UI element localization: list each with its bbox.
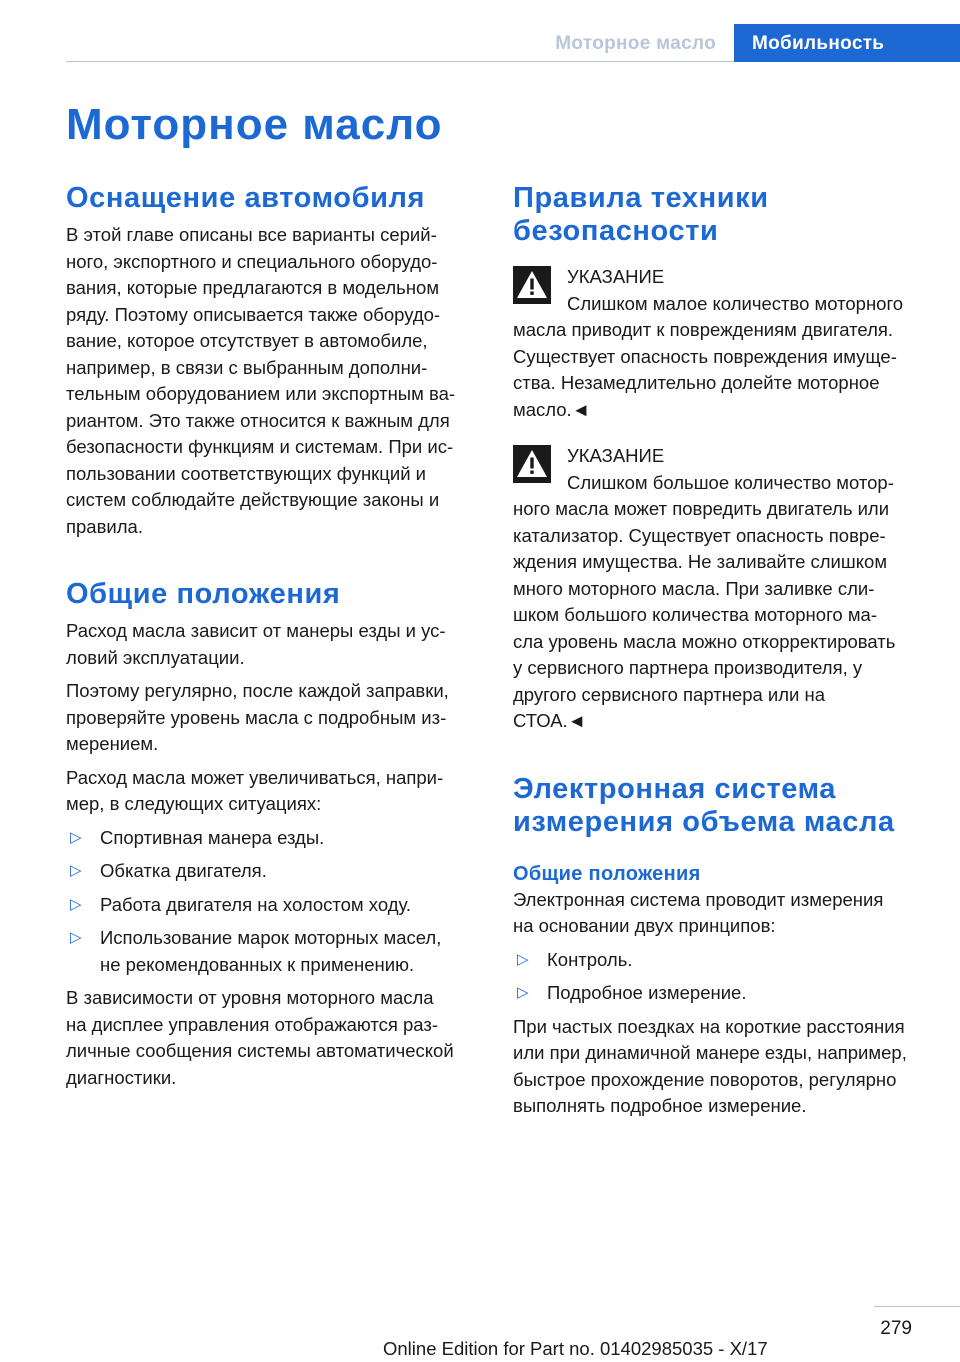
principles-list <box>513 947 928 1007</box>
right-column <box>513 182 928 1120</box>
check-paragraph: Поэтому регулярно, после каждой заправки, проверяйте уровень масла с подробным из- мерением. <box>66 680 449 754</box>
equipment-heading: Оснащение автомобиля <box>66 182 426 214</box>
situations-list <box>66 825 481 979</box>
bullet-triangle-icon: ▷ <box>70 929 82 946</box>
list-item: ▷ Работа двигателя на холостом ходу. <box>66 892 481 919</box>
list-item: ▷ Спортивная манера езды. <box>66 825 481 852</box>
principles-paragraph: Электронная система проводит измерения на основании двух принципов: <box>513 888 884 936</box>
warning-block <box>513 264 928 423</box>
safety-heading: Правила техники безопасности <box>513 182 769 247</box>
warning-text: УКАЗАНИЕ Слишком малое количество моторного масла приводит к повреждениям двигателя. Существует опасность повреждения имуще- ства. Незамедлительно долейте моторное масло.◄ <box>513 266 904 420</box>
warning-text: УКАЗАНИЕ Слишком большое количество мотор- ного масла может повредить двигатель или катализатор. Существует опасность повре- ждения имущества. Не заливайте слишком много моторного масла. При заливке сли- шком большого количества моторного ма- сла уровень масла можно откорректировать у сервисного партнера производителя, у другого сервисного партнера или на СТОА.◄ <box>513 445 896 731</box>
warning-label: УКАЗАНИЕ <box>567 445 665 466</box>
page-number: 279 <box>880 1318 912 1339</box>
edition-note: Online Edition for Part no. 01402985035 - X/17 <box>383 1338 768 1359</box>
electronic-subheading: Общие положения <box>513 862 701 885</box>
bullet-triangle-icon: ▷ <box>70 828 82 846</box>
electronic-heading: Электронная система измерения объема масла <box>513 772 895 838</box>
section-tab[interactable]: Моторное масло <box>555 33 716 54</box>
warning-triangle-icon <box>513 266 551 304</box>
measurement-paragraph: При частых поездках на короткие расстояния или при динамичной манере езды, например, быстрое прохождение поворотов, регулярно выполнять подробное измерение. <box>513 1015 907 1116</box>
warning-triangle-icon <box>513 445 551 483</box>
list-item: ▷ Обкатка двигателя. <box>66 858 481 885</box>
increase-paragraph: Расход масла может увеличиваться, напри- мер, в следующих ситуациях: <box>66 766 444 814</box>
bullet-triangle-icon: ▷ <box>70 862 82 879</box>
left-column <box>66 182 481 1091</box>
equipment-paragraph: В этой главе описаны все варианты серий- ного, экспортного и специального оборудо- вания, которые предлагаются в модельном ряду. Поэтому описывается также оборудо- вание, которое отсутствует в автомобиле, например, в связи с выбранным дополни- тельным оборудованием или экспортным ва- риантом. Это также относится к важным для безопасности функциям и системам. При ис- пользовании соответствующих функций и систем соблюдайте действующие законы и правила. <box>66 224 456 537</box>
chapter-tab[interactable]: Мобильность <box>734 24 960 62</box>
warning-block <box>513 443 928 735</box>
bullet-triangle-icon: ▷ <box>517 950 529 968</box>
consumption-paragraph: Расход масла зависит от манеры езды и ус- ловий эксплуатации. <box>66 620 446 668</box>
diagnostics-paragraph: В зависимости от уровня моторного масла на дисплее управления отображаются раз- личные сообщения системы автоматической диагностики. <box>66 987 454 1088</box>
page-title: Моторное масло <box>66 100 443 149</box>
warning-label: УКАЗАНИЕ <box>567 266 665 287</box>
general-heading: Общие положения <box>66 578 341 610</box>
list-item: ▷ Подробное измерение. <box>513 980 928 1007</box>
bullet-triangle-icon: ▷ <box>70 895 82 913</box>
footer-rule <box>874 1306 960 1307</box>
list-item: ▷ Использование марок моторных масел, не рекомендованных к применению. <box>70 927 442 975</box>
list-item: ▷ Контроль. <box>513 947 928 974</box>
bullet-triangle-icon: ▷ <box>517 984 529 1001</box>
